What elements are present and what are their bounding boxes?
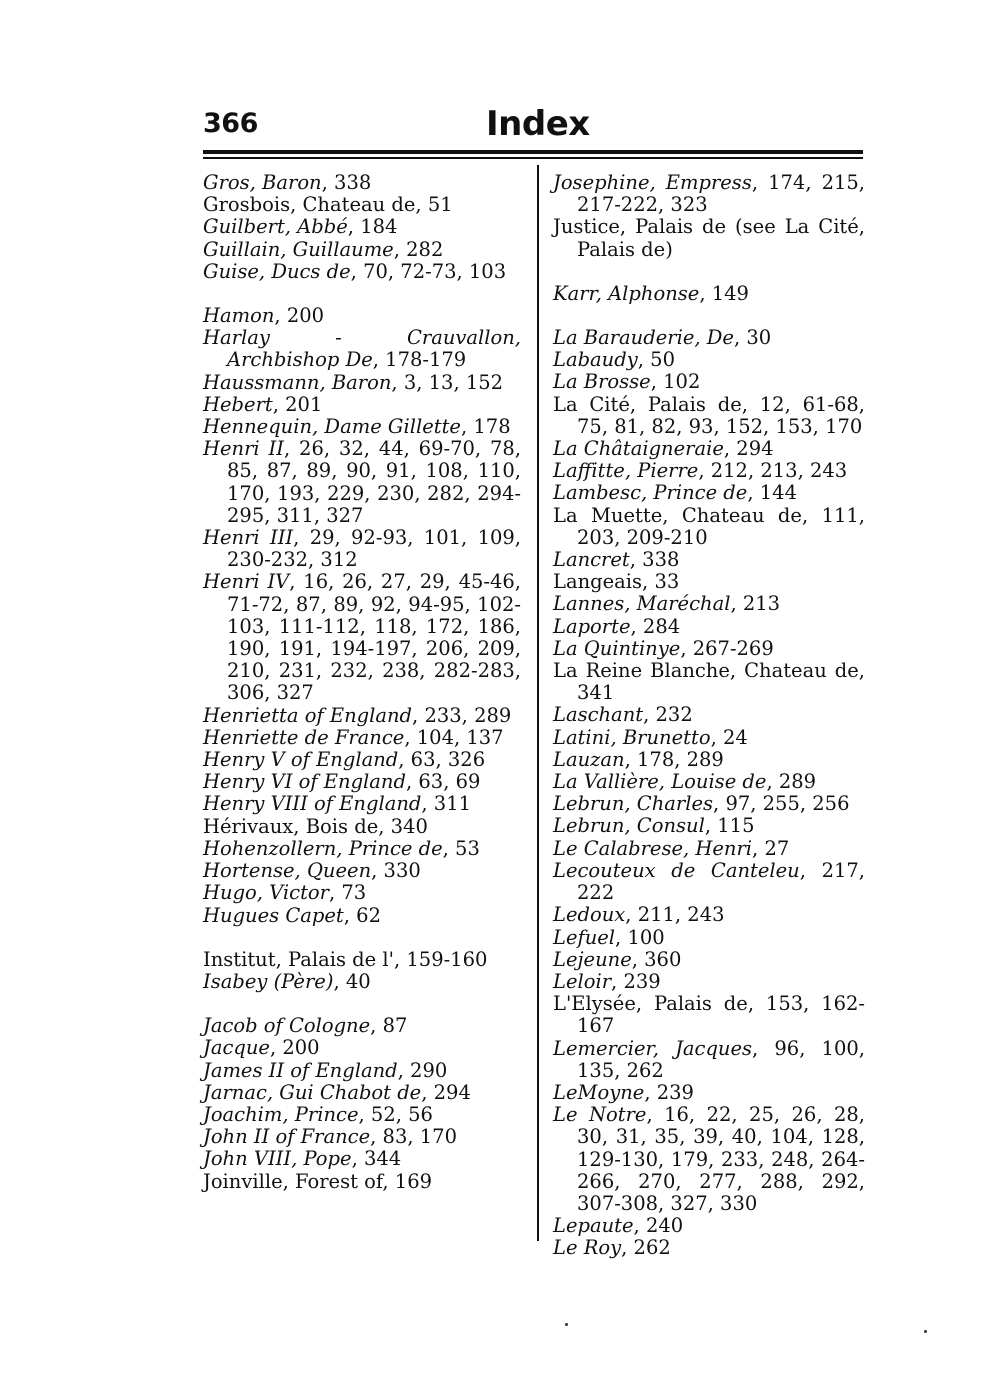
index-entry: Karr, Alphonse, 149: [553, 281, 749, 305]
entry-pages: 159-160: [406, 947, 488, 971]
entry-pages: 178-179: [385, 348, 467, 372]
entry-heading: Lauzan: [553, 747, 625, 771]
entry-pages: 104, 137: [416, 725, 504, 749]
entry-heading: Leloir: [553, 969, 612, 993]
entry-pages: 262: [633, 1236, 671, 1260]
index-entry: Hohenzollern, Prince de, 53: [203, 836, 480, 860]
entry-pages: 232: [655, 703, 693, 727]
index-entry: Jacob of Cologne, 87: [203, 1014, 408, 1038]
entry-heading: Henri II: [203, 437, 284, 461]
entry-heading: Hennequin, Dame Gillette: [203, 415, 461, 439]
entry-heading: Joinville, Forest of: [203, 1169, 383, 1193]
index-entry: Hortense, Queen, 330: [203, 859, 421, 883]
entry-pages: 102: [663, 370, 701, 394]
entry-pages: 111, 203, 209-210: [577, 503, 865, 549]
entry-heading: La Quintinye: [553, 636, 681, 660]
entry-pages: 338: [334, 171, 372, 194]
entry-pages: 360: [644, 947, 682, 971]
entry-pages: 115: [717, 814, 755, 838]
entry-heading: La Châtaigneraie: [553, 437, 724, 461]
entry-pages: 24: [722, 725, 748, 749]
entry-pages: 212, 213, 243: [710, 459, 848, 483]
entry-pages: 239: [656, 1080, 694, 1104]
entry-pages: 87: [382, 1014, 408, 1038]
index-entry: John VIII, Pope, 344: [203, 1147, 402, 1171]
entry-pages: 178, 289: [637, 747, 724, 771]
index-entry: Hugues Capet, 62: [203, 903, 381, 927]
entry-heading: Josephine, Empress: [553, 171, 752, 194]
entry-pages: 3, 13, 152: [403, 370, 504, 394]
column-divider: [537, 165, 539, 1241]
entry-heading: Harlay - Crauvallon, Archbishop De: [203, 326, 521, 372]
entry-heading: La Cité, Palais de: [553, 392, 742, 416]
index-entry: Henri III, 29, 92-93, 101, 109, 230-232, 312: [203, 526, 521, 572]
index-entry: Guillain, Guillaume, 282: [203, 237, 444, 261]
index-entry: Hugo, Victor, 73: [203, 881, 367, 905]
index-entry: LeMoyne, 239: [553, 1080, 694, 1104]
index-column-right: [553, 172, 865, 1260]
index-entry: Latini, Brunetto, 24: [553, 725, 748, 749]
entry-pages: 284: [642, 614, 681, 638]
entry-pages: 340: [390, 814, 428, 838]
entry-heading: Lepaute: [553, 1214, 634, 1238]
entry-heading: Guillain, Guillaume: [203, 237, 394, 261]
entry-pages: 100: [627, 925, 665, 949]
page-number: 366: [203, 108, 258, 139]
index-entry: Henri IV, 16, 26, 27, 29, 45-46, 71-72, 87, 89, 92, 94-95, 102-103, 111-112, 118, 172, 186, 190, 191, 194-197, 206, 209, 210, 231, 232, 238, 282-283, 306, 327: [203, 570, 521, 705]
entry-heading: Hortense, Queen: [203, 859, 372, 883]
entry-pages: 233, 289: [424, 703, 512, 727]
entry-heading: Hohenzollern, Prince de: [203, 836, 443, 860]
letter-group-gap: [203, 283, 521, 305]
entry-pages: 53: [455, 836, 480, 860]
index-entry: Gros, Baron, 338: [203, 171, 372, 194]
index-entry: Joinville, Forest of, 169: [203, 1169, 433, 1193]
index-entry: Hebert, 201: [203, 392, 323, 416]
index-entry: Henry VIII of England, 311: [203, 792, 472, 816]
entry-heading: Jarnac, Gui Chabot de: [203, 1080, 422, 1104]
index-entry: Henri II, 26, 32, 44, 69-70, 78, 85, 87, 89, 90, 91, 108, 110, 170, 193, 229, 230, 282, 294-295, 311, 327: [203, 437, 521, 527]
index-entry: Laschant, 232: [553, 703, 693, 727]
index-entry: Lecouteux de Canteleu, 217, 222: [553, 858, 865, 905]
index-entry: Labaudy, 50: [553, 348, 675, 372]
entry-pages: 289: [778, 770, 817, 794]
entry-pages: 73: [341, 881, 367, 905]
entry-heading: Labaudy: [553, 348, 638, 372]
entry-pages: 200: [282, 1036, 320, 1060]
entry-heading: John II of France: [203, 1125, 371, 1149]
entry-heading: Institut, Palais de l': [203, 947, 394, 971]
entry-heading: Lecouteux de Canteleu: [553, 858, 800, 882]
entry-pages: 12, 61-68, 75, 81, 82, 93, 152, 153, 170: [577, 392, 866, 438]
index-entry: Hamon, 200: [203, 304, 325, 328]
entry-heading: Langeais: [553, 570, 643, 594]
index-entry: Lauzan, 178, 289: [553, 747, 724, 771]
index-entry: Guilbert, Abbé, 184: [203, 215, 398, 239]
entry-pages: 200: [286, 304, 325, 328]
entry-heading: Henry V of England: [203, 748, 399, 772]
entry-heading: Jacque: [203, 1036, 270, 1060]
entry-heading: Le Calabrese, Henri: [553, 836, 753, 860]
entry-pages: 344: [363, 1147, 402, 1171]
index-entry: Lejeune, 360: [553, 947, 682, 971]
entry-heading: Lebrun, Charles: [553, 792, 714, 816]
index-entry: Josephine, Empress, 174, 215, 217-222, 323: [553, 171, 865, 217]
index-entry: Lemercier, Jacques, 96, 100, 135, 262: [553, 1036, 865, 1082]
entry-heading: Joachim, Prince: [203, 1102, 359, 1126]
entry-pages: 16, 22, 25, 26, 28, 30, 31, 35, 39, 40, 104, 128, 129-130, 179, 233, 248, 264-266, 270, 277, 288, 292, 307-308, 327, 330: [577, 1103, 865, 1215]
index-column-left: [203, 172, 521, 1193]
entry-pages: 83, 170: [382, 1125, 457, 1149]
entry-pages: 63, 69: [418, 770, 481, 794]
index-entry: Lebrun, Charles, 97, 255, 256: [553, 792, 850, 816]
letter-group-gap: [203, 927, 521, 949]
entry-heading: Hugues Capet: [203, 903, 344, 927]
entry-pages: 149: [711, 281, 749, 305]
entry-pages: 294: [736, 437, 774, 461]
entry-pages: 178: [473, 415, 511, 439]
entry-heading: La Barauderie, De: [553, 326, 734, 350]
entry-pages: 330: [383, 859, 421, 883]
entry-pages: 70, 72-73, 103: [363, 259, 507, 283]
entry-heading: Lannes, Maréchal: [553, 592, 731, 616]
entry-heading: Laporte: [553, 614, 631, 638]
page-title: Index: [486, 104, 590, 144]
entry-heading: Lambesc, Prince de: [553, 481, 748, 505]
entry-pages: 174, 215, 217-222, 323: [577, 171, 865, 217]
entry-heading: Ledoux: [553, 903, 626, 927]
index-entry: Laporte, 284: [553, 614, 681, 638]
index-entry: Henry V of England, 63, 326: [203, 748, 486, 772]
index-entry: Lancret, 338: [553, 548, 680, 572]
index-entry: Henriette de France, 104, 137: [203, 725, 504, 749]
entry-heading: Lefuel: [553, 925, 616, 949]
letter-group-gap: [203, 993, 521, 1015]
index-entry: [553, 216, 865, 260]
index-entry: Hérivaux, Bois de, 340: [203, 814, 428, 838]
index-entry: Lefuel, 100: [553, 925, 665, 949]
entry-heading: Grosbois, Chateau de: [203, 193, 416, 217]
index-entry: La Brosse, 102: [553, 370, 701, 394]
entry-heading: Hérivaux, Bois de: [203, 814, 379, 838]
entry-pages: 27: [764, 836, 790, 860]
index-entry: John II of France, 83, 170: [203, 1125, 457, 1149]
entry-pages: 169: [394, 1169, 433, 1193]
entry-heading: Henry VI of England: [203, 770, 406, 794]
entry-heading: Hamon: [203, 304, 275, 328]
entry-pages: 341: [577, 681, 615, 705]
entry-pages: 29, 92-93, 101, 109, 230-232, 312: [227, 526, 521, 572]
index-entry: Le Roy, 262: [553, 1236, 671, 1260]
entry-heading: James II of England: [203, 1058, 398, 1082]
entry-heading: Karr, Alphonse: [553, 281, 700, 305]
index-entry: Grosbois, Chateau de, 51: [203, 193, 453, 217]
index-entry: La Muette, Chateau de, 111, 203, 209-210: [553, 503, 865, 549]
index-entry: Leloir, 239: [553, 969, 661, 993]
index-entry: Henry VI of England, 63, 69: [203, 770, 481, 794]
entry-heading: Guilbert, Abbé: [203, 215, 348, 239]
header-rule-thick: [203, 150, 863, 154]
index-entry: Haussmann, Baron, 3, 13, 152: [203, 370, 504, 394]
entry-pages: 217, 222: [577, 858, 865, 905]
index-entry: Henrietta of England, 233, 289: [203, 703, 512, 727]
entry-pages: 144: [759, 481, 797, 505]
entry-heading: Isabey (Père): [203, 969, 334, 993]
index-entry: La Barauderie, De, 30: [553, 326, 772, 350]
entry-heading: Gros, Baron: [203, 171, 322, 194]
entry-pages: 153, 162-167: [577, 992, 865, 1038]
entry-heading: Lancret: [553, 548, 630, 572]
entry-pages: 97, 255, 256: [725, 792, 850, 816]
stray-mark: [565, 1323, 568, 1326]
index-entry: Le Notre, 16, 22, 25, 26, 28, 30, 31, 35, 39, 40, 104, 128, 129-130, 179, 233, 248, 264-266, 270, 277, 288, 292, 307-308, 327, 330: [553, 1103, 865, 1215]
index-entry: Harlay - Crauvallon, Archbishop De, 178-179: [203, 326, 521, 372]
header-rule-thin: [203, 157, 863, 159]
entry-pages: 184: [360, 215, 398, 239]
entry-pages: 267-269: [692, 636, 774, 660]
index-entry: Lambesc, Prince de, 144: [553, 481, 797, 505]
entry-heading: Hebert: [203, 392, 273, 416]
entry-pages: 211, 243: [637, 903, 725, 927]
entry-pages: 26, 32, 44, 69-70, 78, 85, 87, 89, 90, 91, 108, 110, 170, 193, 229, 230, 282, 294-295, 311, 327: [227, 437, 521, 527]
entry-heading: La Reine Blanche, Chateau de: [553, 659, 859, 683]
entry-heading: Le Roy: [553, 1236, 622, 1260]
index-entry: Joachim, Prince, 52, 56: [203, 1102, 433, 1126]
entry-pages: 294: [433, 1080, 471, 1104]
entry-heading: LeMoyne: [553, 1080, 645, 1104]
index-entry: Lebrun, Consul, 115: [553, 814, 755, 838]
entry-heading: Henriette de France: [203, 725, 405, 749]
entry-pages: 311: [433, 792, 472, 816]
entry-heading: Hugo, Victor: [203, 881, 329, 905]
index-entry: La Quintinye, 267-269: [553, 636, 774, 660]
entry-pages: 30: [746, 326, 772, 350]
entry-heading: Latini, Brunetto: [553, 725, 711, 749]
stray-mark: [924, 1330, 927, 1333]
entry-pages: 239: [623, 969, 661, 993]
index-entry: Isabey (Père), 40: [203, 969, 371, 993]
entry-heading: La Vallière, Louise de: [553, 770, 767, 794]
index-entry: Ledoux, 211, 243: [553, 903, 725, 927]
index-entry: La Vallière, Louise de, 289: [553, 770, 817, 794]
entry-pages: 52, 56: [370, 1102, 433, 1126]
entry-heading: Laffitte, Pierre: [553, 459, 699, 483]
entry-heading: John VIII, Pope: [203, 1147, 352, 1171]
entry-pages: 213: [742, 592, 781, 616]
entry-heading: Henri IV: [203, 570, 290, 594]
entry-heading: Lebrun, Consul: [553, 814, 705, 838]
index-entry: Guise, Ducs de, 70, 72-73, 103: [203, 259, 507, 283]
entry-pages: 63, 326: [410, 748, 486, 772]
index-entry: Hennequin, Dame Gillette, 178: [203, 415, 511, 439]
entry-heading: Laschant: [553, 703, 644, 727]
entry-heading: Henri III: [203, 526, 294, 550]
entry-heading: Lemercier, Jacques: [553, 1036, 753, 1060]
index-entry: Le Calabrese, Henri, 27: [553, 836, 790, 860]
entry-pages: 51: [427, 193, 453, 217]
entry-heading: Lejeune: [553, 947, 632, 971]
entry-heading: Justice, Palais de (see La Cité, Palais de): [553, 215, 865, 261]
index-entry: Lepaute, 240: [553, 1214, 684, 1238]
index-entry: Langeais, 33: [553, 570, 680, 594]
entry-heading: Haussmann, Baron: [203, 370, 392, 394]
entry-pages: 290: [410, 1058, 448, 1082]
index-entry: La Reine Blanche, Chateau de, 341: [553, 659, 865, 705]
letter-group-gap: [553, 305, 865, 327]
entry-pages: 62: [356, 903, 381, 927]
entry-pages: 16, 26, 27, 29, 45-46, 71-72, 87, 89, 92, 94-95, 102-103, 111-112, 118, 172, 186, 190, 191, 194-197, 206, 209, 210, 231, 232, 238, 282-283, 306, 327: [227, 570, 521, 705]
index-entry: Laffitte, Pierre, 212, 213, 243: [553, 459, 848, 483]
letter-group-gap: [553, 261, 865, 283]
index-entry: La Châtaigneraie, 294: [553, 437, 774, 461]
entry-pages: 50: [650, 348, 675, 372]
index-entry: Lannes, Maréchal, 213: [553, 592, 781, 616]
entry-pages: 282: [406, 237, 444, 261]
entry-heading: Henrietta of England: [203, 703, 413, 727]
index-entry: James II of England, 290: [203, 1058, 448, 1082]
entry-heading: Henry VIII of England: [203, 792, 422, 816]
entry-pages: 40: [345, 969, 371, 993]
entry-heading: Guise, Ducs de: [203, 259, 351, 283]
index-entry: L'Elysée, Palais de, 153, 162-167: [553, 992, 865, 1038]
entry-pages: 33: [654, 570, 680, 594]
entry-heading: Le Notre: [553, 1103, 647, 1127]
index-entry: La Cité, Palais de, 12, 61-68, 75, 81, 82, 93, 152, 153, 170: [553, 392, 866, 438]
index-entry: Institut, Palais de l', 159-160: [203, 947, 488, 971]
entry-heading: Jacob of Cologne: [203, 1014, 371, 1038]
entry-heading: La Brosse: [553, 370, 651, 394]
index-entry: Jarnac, Gui Chabot de, 294: [203, 1080, 471, 1104]
entry-heading: La Muette, Chateau de: [553, 503, 802, 527]
entry-pages: 338: [642, 548, 680, 572]
entry-pages: 96, 100, 135, 262: [577, 1036, 865, 1082]
entry-pages: 201: [285, 392, 323, 416]
entry-heading: L'Elysée, Palais de: [553, 992, 748, 1016]
index-entry: Jacque, 200: [203, 1036, 320, 1060]
entry-pages: 240: [645, 1214, 684, 1238]
